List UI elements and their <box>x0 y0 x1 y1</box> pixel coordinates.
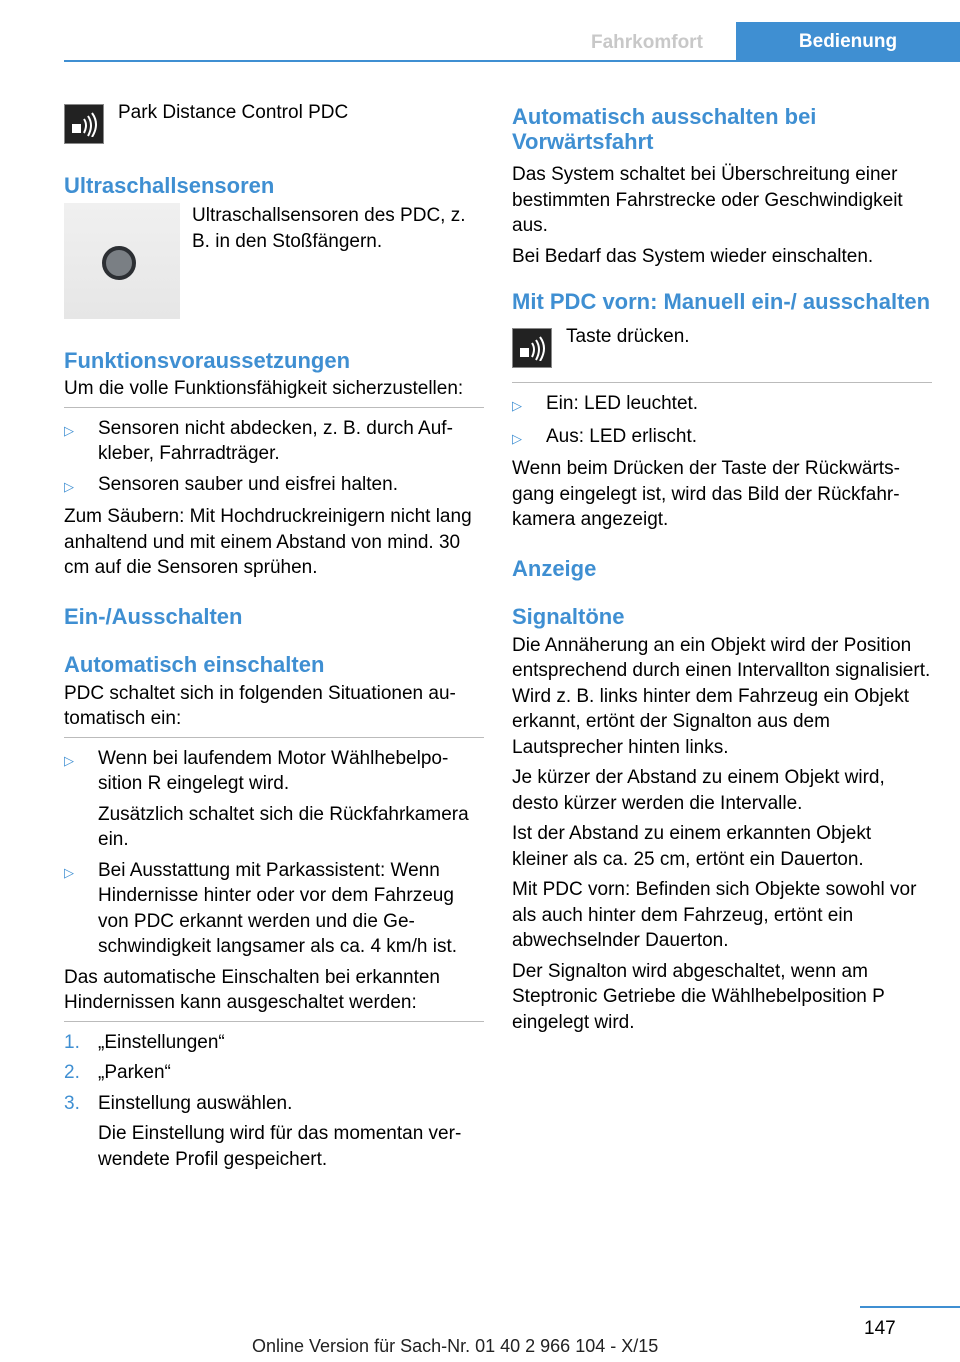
list-item: ▷ Sensoren nicht abdecken, z. B. durch Aufkleber, Fahrradträger. <box>64 416 484 467</box>
heading-ultraschallsensoren: Ultraschallsensoren <box>64 173 275 198</box>
sensor-image <box>64 203 180 319</box>
step-item: 1. „Einstellungen“ <box>64 1031 225 1053</box>
signal-paragraph: Die Annäherung an ein Objekt wird der Position entsprechend durch einen Intervallton signalisiert. Wird z. B. links hinter dem Fahrzeug ein Objekt erkannt, ertönt der Signalton aus dem Lautsprecher hinten links. <box>512 634 931 758</box>
page-header <box>0 0 960 62</box>
heading-funktionsvoraussetzungen: Funktionsvoraussetzungen <box>64 348 351 373</box>
func-list <box>64 416 484 500</box>
triangle-bullet-icon: ▷ <box>64 478 74 494</box>
heading-manuell: Mit PDC vorn: Manuell ein-/ ausschalten <box>512 289 931 314</box>
list-divider <box>64 407 484 408</box>
pdc-button-icon <box>64 104 104 144</box>
triangle-bullet-icon: ▷ <box>64 422 74 438</box>
clean-text: Zum Säubern: Mit Hochdruckreinigern nicht lang anhaltend und mit einem Abstand von mind. 30 cm auf die Sensoren sprühen. <box>64 506 472 578</box>
footer-divider <box>860 1306 960 1308</box>
heading-automatisch-einschalten: Automatisch einschalten <box>64 651 325 677</box>
list-item: ▷ Wenn bei laufendem Motor Wählhebelposition R eingelegt wird. Zusätzlich schaltet sich die Rückfahrkamera ein. <box>64 746 484 853</box>
auto-on-intro: PDC schaltet sich in folgenden Situationen automatisch ein: <box>64 682 456 729</box>
signal-paragraph: Je kürzer der Abstand zu einem Objekt wird, desto kürzer werden die Intervalle. <box>512 767 885 814</box>
step-item: 3. Einstellung auswählen. Die Einstellung wird für das momentan verwendete Profil gespeichert. <box>64 1092 462 1170</box>
pdc-button-label: Park Distance Control PDC <box>118 102 349 123</box>
pdc-button-row <box>64 104 484 144</box>
led-list <box>512 391 932 451</box>
left-column <box>64 104 484 1177</box>
auto-off-text: Das System schaltet bei Überschreitung einer bestimmten Fahrstrecke oder Geschwindigkeit aus. <box>512 164 903 236</box>
right-column <box>512 104 932 1040</box>
list-divider <box>64 1021 484 1022</box>
header-divider <box>64 60 960 62</box>
reenable-text: Bei Bedarf das System wieder einschalten. <box>512 245 874 267</box>
list-divider <box>64 737 484 738</box>
step-item: 2. „Parken“ <box>64 1062 171 1083</box>
triangle-bullet-icon: ▷ <box>64 752 74 768</box>
signal-paragraph: Ist der Abstand zu einem erkannten Objekt kleiner als ca. 25 cm, ertönt ein Dauerton. <box>512 823 872 870</box>
press-button-text: Taste drücken. <box>566 326 690 347</box>
heading-automatisch-ausschalten: Automatisch ausschalten bei Vorwärtsfahrt <box>512 104 817 154</box>
list-item: ▷ Ein: LED leuchtet. <box>512 391 932 419</box>
auto-on-list <box>64 746 484 960</box>
triangle-bullet-icon: ▷ <box>512 398 522 413</box>
list-divider <box>512 382 932 383</box>
sensor-caption: Ultraschallsensoren des PDC, z. B. in den Stoßfängern. <box>192 205 466 252</box>
heading-ein-ausschalten: Ein-/Ausschalten <box>64 603 243 629</box>
func-intro: Um die volle Funktionsfähigkeit sicherzustellen: <box>64 378 464 399</box>
heading-anzeige: Anzeige <box>512 555 597 581</box>
footer-version-text: Online Version für Sach-Nr. 01 40 2 966 104 - X/15 <box>252 1336 659 1356</box>
press-button-row <box>512 328 932 368</box>
section-tab-bedienung[interactable]: Bedienung <box>736 22 960 62</box>
signal-paragraph: Der Signalton wird abgeschaltet, wenn am Steptronic Getriebe die Wählhebelposition P eingelegt wird. <box>512 960 885 1033</box>
section-tab-fahrkomfort[interactable]: Fahrkomfort <box>591 32 703 53</box>
auto-disable-text: Das automatische Einschalten bei erkannten Hindernissen kann ausgeschaltet werden: <box>64 966 441 1013</box>
pdc-button-icon <box>512 328 552 368</box>
list-item: ▷ Sensoren sauber und eisfrei halten. <box>64 472 484 500</box>
reverse-text: Wenn beim Drücken der Taste der Rückwärtsgang eingelegt ist, wird das Bild der Rückfahrkamera angezeigt. <box>512 458 900 530</box>
page-number: 147 <box>864 1318 896 1339</box>
steps-list <box>64 1030 484 1173</box>
triangle-bullet-icon: ▷ <box>512 430 522 446</box>
sensor-figure <box>64 203 484 319</box>
sensor-icon <box>102 246 136 280</box>
triangle-bullet-icon: ▷ <box>64 864 74 880</box>
signal-paragraph: Mit PDC vorn: Befinden sich Objekte sowohl vor als auch hinter dem Fahrzeug, ertönt ein abwechselnder Dauerton. <box>512 879 917 951</box>
list-item: ▷ Bei Ausstattung mit Parkassistent: Wenn Hindernisse hinter oder vor dem Fahrzeug von PDC erkannt werden und die Geschwindigkeit langsamer als ca. 4 km/h ist. <box>64 858 484 960</box>
list-item: ▷ Aus: LED erlischt. <box>512 424 932 452</box>
heading-signaltoene: Signaltöne <box>512 603 625 629</box>
